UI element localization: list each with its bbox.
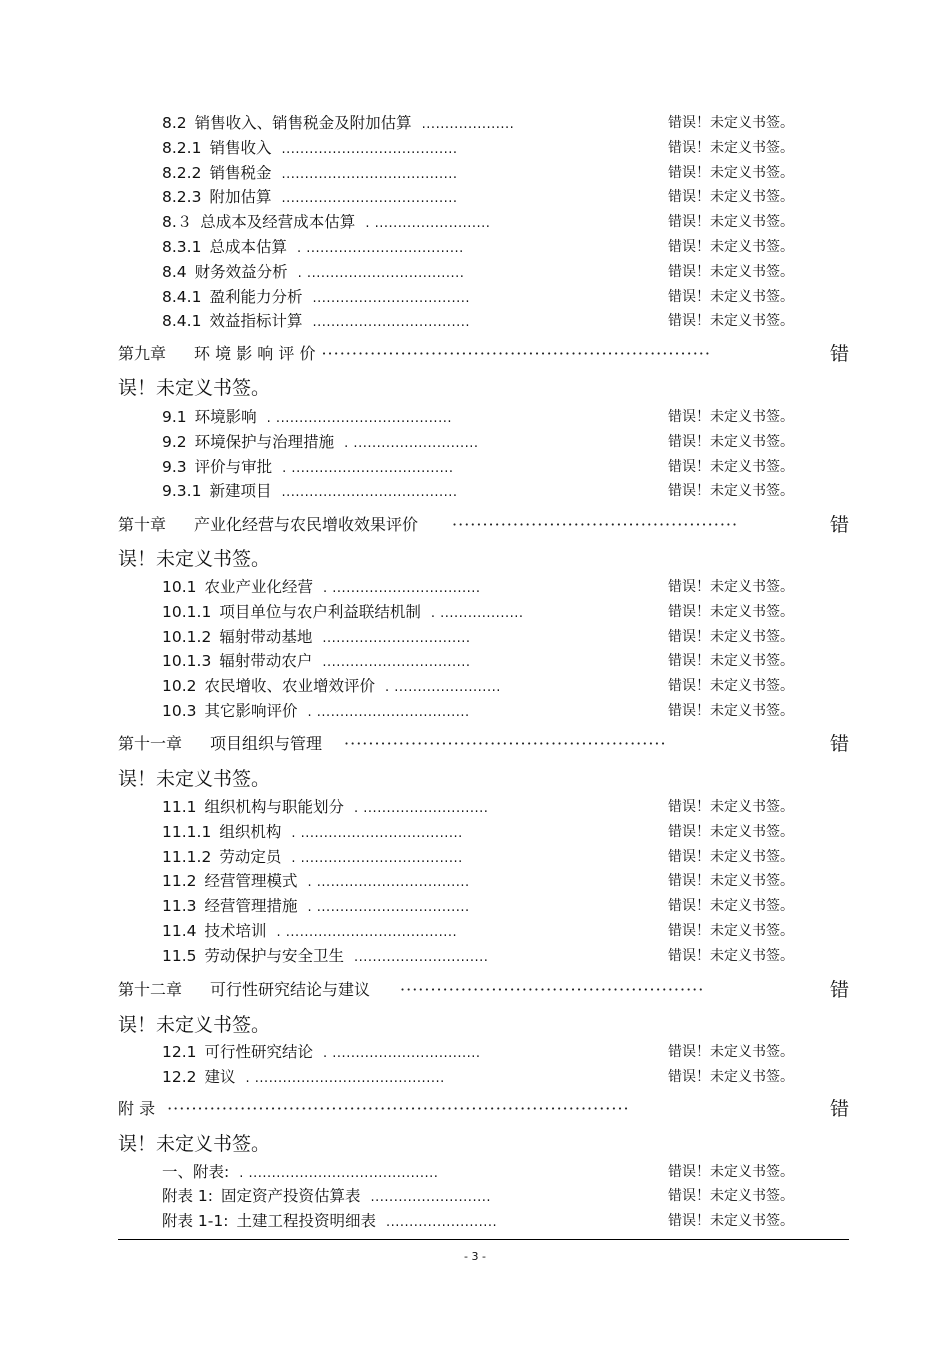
toc-entry-number: 9.1	[162, 408, 187, 426]
toc-entry-number: 8.2	[162, 114, 187, 132]
toc-entry[interactable]	[162, 456, 612, 478]
toc-entry[interactable]	[162, 186, 612, 208]
page-ref-error: 错误！未定义书签。	[668, 629, 794, 645]
toc-entry-number: 10.1	[162, 578, 197, 596]
toc-entry-title: 销售收入、销售税金及附加估算	[194, 114, 412, 132]
toc-entry-number: 8.4.1	[162, 288, 202, 306]
toc-entry-title: 盈利能力分析	[209, 288, 303, 306]
chapter-error-start: 错	[830, 1098, 850, 1120]
toc-entry-number: 8.2.3	[162, 188, 202, 206]
leader-dots: . ...................................	[291, 851, 463, 866]
toc-entry-title: 农业产业化经营	[204, 578, 314, 596]
page-ref-error: 错误！未定义书签。	[668, 1213, 794, 1229]
toc-entry-title: 劳动保护与安全卫生	[204, 947, 345, 965]
leader-dots: . ................................	[323, 1046, 481, 1061]
toc-entry-number: 11.1.1	[162, 823, 212, 841]
page-ref-error: 错误！未定义书签。	[668, 1188, 794, 1204]
toc-entry[interactable]	[162, 846, 612, 868]
toc-entry-title: 组织机构	[219, 823, 282, 841]
toc-entry[interactable]	[162, 137, 612, 159]
toc-appendix[interactable]	[118, 1096, 790, 1122]
page-ref-error: 错误！未定义书签。	[668, 923, 794, 939]
toc-entry[interactable]	[162, 310, 612, 332]
leader-dots: ................................	[322, 655, 471, 670]
toc-entry[interactable]	[162, 650, 612, 672]
page-ref-error: 错误！未定义书签。	[668, 873, 794, 889]
leader-dots: .............................	[354, 950, 489, 965]
toc-entry-title: 辐射带动农户	[219, 652, 313, 670]
leader-dots: . .....................................	[276, 925, 458, 940]
page-ref-error: 错误！未定义书签。	[668, 289, 794, 305]
leader-dots: ..........................	[370, 1190, 491, 1205]
leader-dots: ..................................	[312, 291, 470, 306]
toc-entry-number: 8.2.2	[162, 164, 202, 182]
leader-dots: . .................................	[307, 900, 470, 915]
leader-dots: . .........................................	[245, 1071, 445, 1086]
toc-entry[interactable]	[162, 236, 612, 258]
toc-entry-title: 其它影响评价	[204, 702, 298, 720]
leader-dots: . ...........................	[354, 801, 489, 816]
chapter-error-start: 错	[830, 514, 850, 536]
toc-entry-title: 劳动定员	[219, 848, 282, 866]
leader-dots: . ...........................	[344, 436, 479, 451]
toc-entry-title: 技术培训	[204, 922, 267, 940]
toc-entry-number: 10.1.3	[162, 652, 212, 670]
chapter-error-start: 错	[830, 733, 850, 755]
page-ref-error: 错误！未定义书签。	[668, 313, 794, 329]
chapter-error-rest: 误！未定义书签。	[118, 1133, 271, 1155]
toc-chapter-12[interactable]	[118, 977, 790, 1003]
chapter-error-rest: 误！未定义书签。	[118, 377, 271, 399]
toc-entry-title: 项目单位与农户利益联结机制	[219, 603, 421, 621]
toc-entry-title: 环境影响	[194, 408, 257, 426]
page-ref-error: 错误！未定义书签。	[668, 948, 794, 964]
leader-dots: . ................................	[323, 581, 481, 596]
leader-dots: . ...................................	[282, 461, 454, 476]
toc-entry[interactable]	[162, 576, 612, 598]
toc-entry[interactable]	[162, 1185, 612, 1207]
leader-dots: . .................................	[307, 875, 470, 890]
toc-entry-number: 10.3	[162, 702, 197, 720]
toc-entry[interactable]	[162, 162, 612, 184]
toc-entry[interactable]	[162, 920, 612, 942]
toc-entry-title: 附加估算	[209, 188, 272, 206]
leader-dots: . .................................	[307, 705, 470, 720]
toc-entry[interactable]	[162, 286, 612, 308]
toc-entry-title: 效益指标计算	[209, 312, 303, 330]
toc-entry-number: 11.1	[162, 798, 197, 816]
toc-entry-number: 一、附表:	[162, 1163, 230, 1181]
toc-entry-number: 10.1.2	[162, 628, 212, 646]
leader-dots: ......................................	[281, 142, 458, 157]
leader-dots: ············································································	[167, 1099, 630, 1118]
leader-dots: ..................................	[312, 315, 470, 330]
toc-entry[interactable]	[162, 821, 612, 843]
leader-dots: ......................................	[281, 191, 458, 206]
page-ref-error: 错误！未定义书签。	[668, 1044, 794, 1060]
page-ref-error: 错误！未定义书签。	[668, 434, 794, 450]
leader-dots: . ..................................	[297, 266, 465, 281]
toc-entry[interactable]	[162, 895, 612, 917]
page-ref-error: 错误！未定义书签。	[668, 140, 794, 156]
toc-entry-title: 总成本及经营成本估算	[200, 213, 356, 231]
page-ref-error: 错误！未定义书签。	[668, 483, 794, 499]
toc-entry-number: 8.３	[162, 213, 193, 231]
page-ref-error: 错误！未定义书签。	[668, 264, 794, 280]
toc-entry[interactable]	[162, 1161, 612, 1183]
toc-entry-number: 10.2	[162, 677, 197, 695]
page-ref-error: 错误！未定义书签。	[668, 459, 794, 475]
page-ref-error: 错误！未定义书签。	[668, 703, 794, 719]
toc-entry-title: 环境保护与治理措施	[194, 433, 335, 451]
toc-entry-number: 9.2	[162, 433, 187, 451]
page-number: - 3 -	[464, 1250, 486, 1263]
toc-entry[interactable]	[162, 112, 612, 134]
toc-entry[interactable]	[162, 211, 612, 233]
toc-entry[interactable]	[162, 406, 612, 428]
chapter-title: 项目组织与管理	[210, 734, 323, 753]
toc-entry-title: 销售税金	[209, 164, 272, 182]
toc-entry-title: 农民增收、农业增效评价	[204, 677, 376, 695]
leader-dots: ......................................	[281, 485, 458, 500]
leader-dots: . ...................................	[291, 826, 463, 841]
page-ref-error: 错误！未定义书签。	[668, 214, 794, 230]
toc-entry-number: 附表 1:	[162, 1187, 214, 1205]
toc-entry[interactable]	[162, 796, 612, 818]
toc-entry[interactable]	[162, 1066, 612, 1088]
toc-entry[interactable]	[162, 431, 612, 453]
leader-dots: . .......................	[385, 680, 501, 695]
toc-entry[interactable]	[162, 1210, 612, 1232]
page-ref-error: 错误！未定义书签。	[668, 898, 794, 914]
toc-entry-title: 组织机构与职能划分	[204, 798, 345, 816]
toc-entry-title: 土建工程投资明细表	[236, 1212, 376, 1230]
appendix-label: 附 录	[118, 1099, 156, 1118]
toc-entry-title: 辐射带动基地	[219, 628, 313, 646]
leader-dots: ··················································	[400, 980, 705, 999]
toc-entry-number: 8.3.1	[162, 238, 202, 256]
page-ref-error: 错误！未定义书签。	[668, 1164, 794, 1180]
toc-entry-title: 评价与审批	[194, 458, 273, 476]
page-ref-error: 错误！未定义书签。	[668, 189, 794, 205]
chapter-error-start: 错	[830, 979, 850, 1001]
toc-entry-number: 11.3	[162, 897, 197, 915]
toc-entry-title: 经营管理模式	[204, 872, 298, 890]
toc-entry-title: 销售收入	[209, 139, 272, 157]
toc-entry-number: 12.2	[162, 1068, 197, 1086]
toc-entry[interactable]	[162, 675, 612, 697]
toc-entry-number: 10.1.1	[162, 603, 212, 621]
toc-entry[interactable]	[162, 945, 612, 967]
page-ref-error: 错误！未定义书签。	[668, 604, 794, 620]
toc-chapter-11[interactable]	[118, 731, 790, 757]
toc-entry-number: 11.1.2	[162, 848, 212, 866]
page-ref-error: 错误！未定义书签。	[668, 799, 794, 815]
chapter-error-rest: 误！未定义书签。	[118, 1014, 271, 1036]
chapter-title: 产业化经营与农民增收效果评价	[194, 515, 419, 534]
toc-entry[interactable]	[162, 870, 612, 892]
toc-entry-number: 11.5	[162, 947, 197, 965]
toc-entry-number: 9.3	[162, 458, 187, 476]
toc-entry-title: 经营管理措施	[204, 897, 298, 915]
toc-entry[interactable]	[162, 626, 612, 648]
toc-entry-number: 11.2	[162, 872, 197, 890]
page-ref-error: 错误！未定义书签。	[668, 165, 794, 181]
toc-entry-title: 建议	[204, 1068, 236, 1086]
toc-entry-title: 总成本估算	[209, 238, 287, 256]
leader-dots: ................................	[322, 631, 471, 646]
chapter-label: 第十二章	[118, 980, 183, 999]
leader-dots: . ..................................	[296, 241, 464, 256]
toc-entry-number: 8.4.1	[162, 312, 202, 330]
leader-dots: . ..................	[430, 606, 524, 621]
toc-entry-number: 11.4	[162, 922, 197, 940]
leader-dots: ........................	[385, 1215, 498, 1230]
toc-entry-number: 9.3.1	[162, 482, 202, 500]
leader-dots: . ......................................	[266, 411, 452, 426]
toc-chapter-10[interactable]	[118, 512, 790, 538]
chapter-error-rest: 误！未定义书签。	[118, 548, 271, 570]
page-ref-error: 错误！未定义书签。	[668, 849, 794, 865]
page-ref-error: 错误！未定义书签。	[668, 409, 794, 425]
toc-entry-number: 8.4	[162, 263, 187, 281]
toc-chapter-9[interactable]	[118, 341, 790, 367]
leader-dots: ....................	[421, 117, 515, 132]
leader-dots: . .........................................	[239, 1166, 439, 1181]
chapter-error-start: 错	[830, 343, 850, 365]
leader-dots: ......................................	[281, 167, 458, 182]
page-ref-error: 错误！未定义书签。	[668, 1069, 794, 1085]
leader-dots: ···············································	[452, 515, 739, 534]
toc-entry[interactable]	[162, 1041, 612, 1063]
toc-entry-title: 可行性研究结论	[204, 1043, 314, 1061]
page-ref-error: 错误！未定义书签。	[668, 579, 794, 595]
page-ref-error: 错误！未定义书签。	[668, 678, 794, 694]
toc-entry[interactable]	[162, 480, 612, 502]
toc-entry[interactable]	[162, 700, 612, 722]
toc-entry-title: 财务效益分析	[194, 263, 288, 281]
chapter-error-rest: 误！未定义书签。	[118, 768, 271, 790]
toc-entry[interactable]	[162, 261, 612, 283]
toc-entry-title: 固定资产投资估算表	[221, 1187, 361, 1205]
toc-entry-number: 附表 1-1:	[162, 1212, 229, 1230]
chapter-label: 第十章	[118, 515, 167, 534]
toc-entry-number: 8.2.1	[162, 139, 202, 157]
page-ref-error: 错误！未定义书签。	[668, 653, 794, 669]
toc-entry-title: 新建项目	[209, 482, 272, 500]
page-ref-error: 错误！未定义书签。	[668, 239, 794, 255]
chapter-label: 第十一章	[118, 734, 183, 753]
toc-entry[interactable]	[162, 601, 612, 623]
chapter-title: 可行性研究结论与建议	[210, 980, 371, 999]
footer-rule	[118, 1239, 849, 1240]
chapter-label: 第九章	[118, 344, 167, 363]
leader-dots: . .........................	[365, 216, 491, 231]
leader-dots: ·····················································	[344, 734, 667, 753]
leader-dots: ································································	[321, 344, 711, 363]
page-ref-error: 错误！未定义书签。	[668, 115, 794, 131]
page-ref-error: 错误！未定义书签。	[668, 824, 794, 840]
toc-entry-number: 12.1	[162, 1043, 197, 1061]
chapter-title: 环 境 影 响 评 价	[194, 344, 316, 363]
